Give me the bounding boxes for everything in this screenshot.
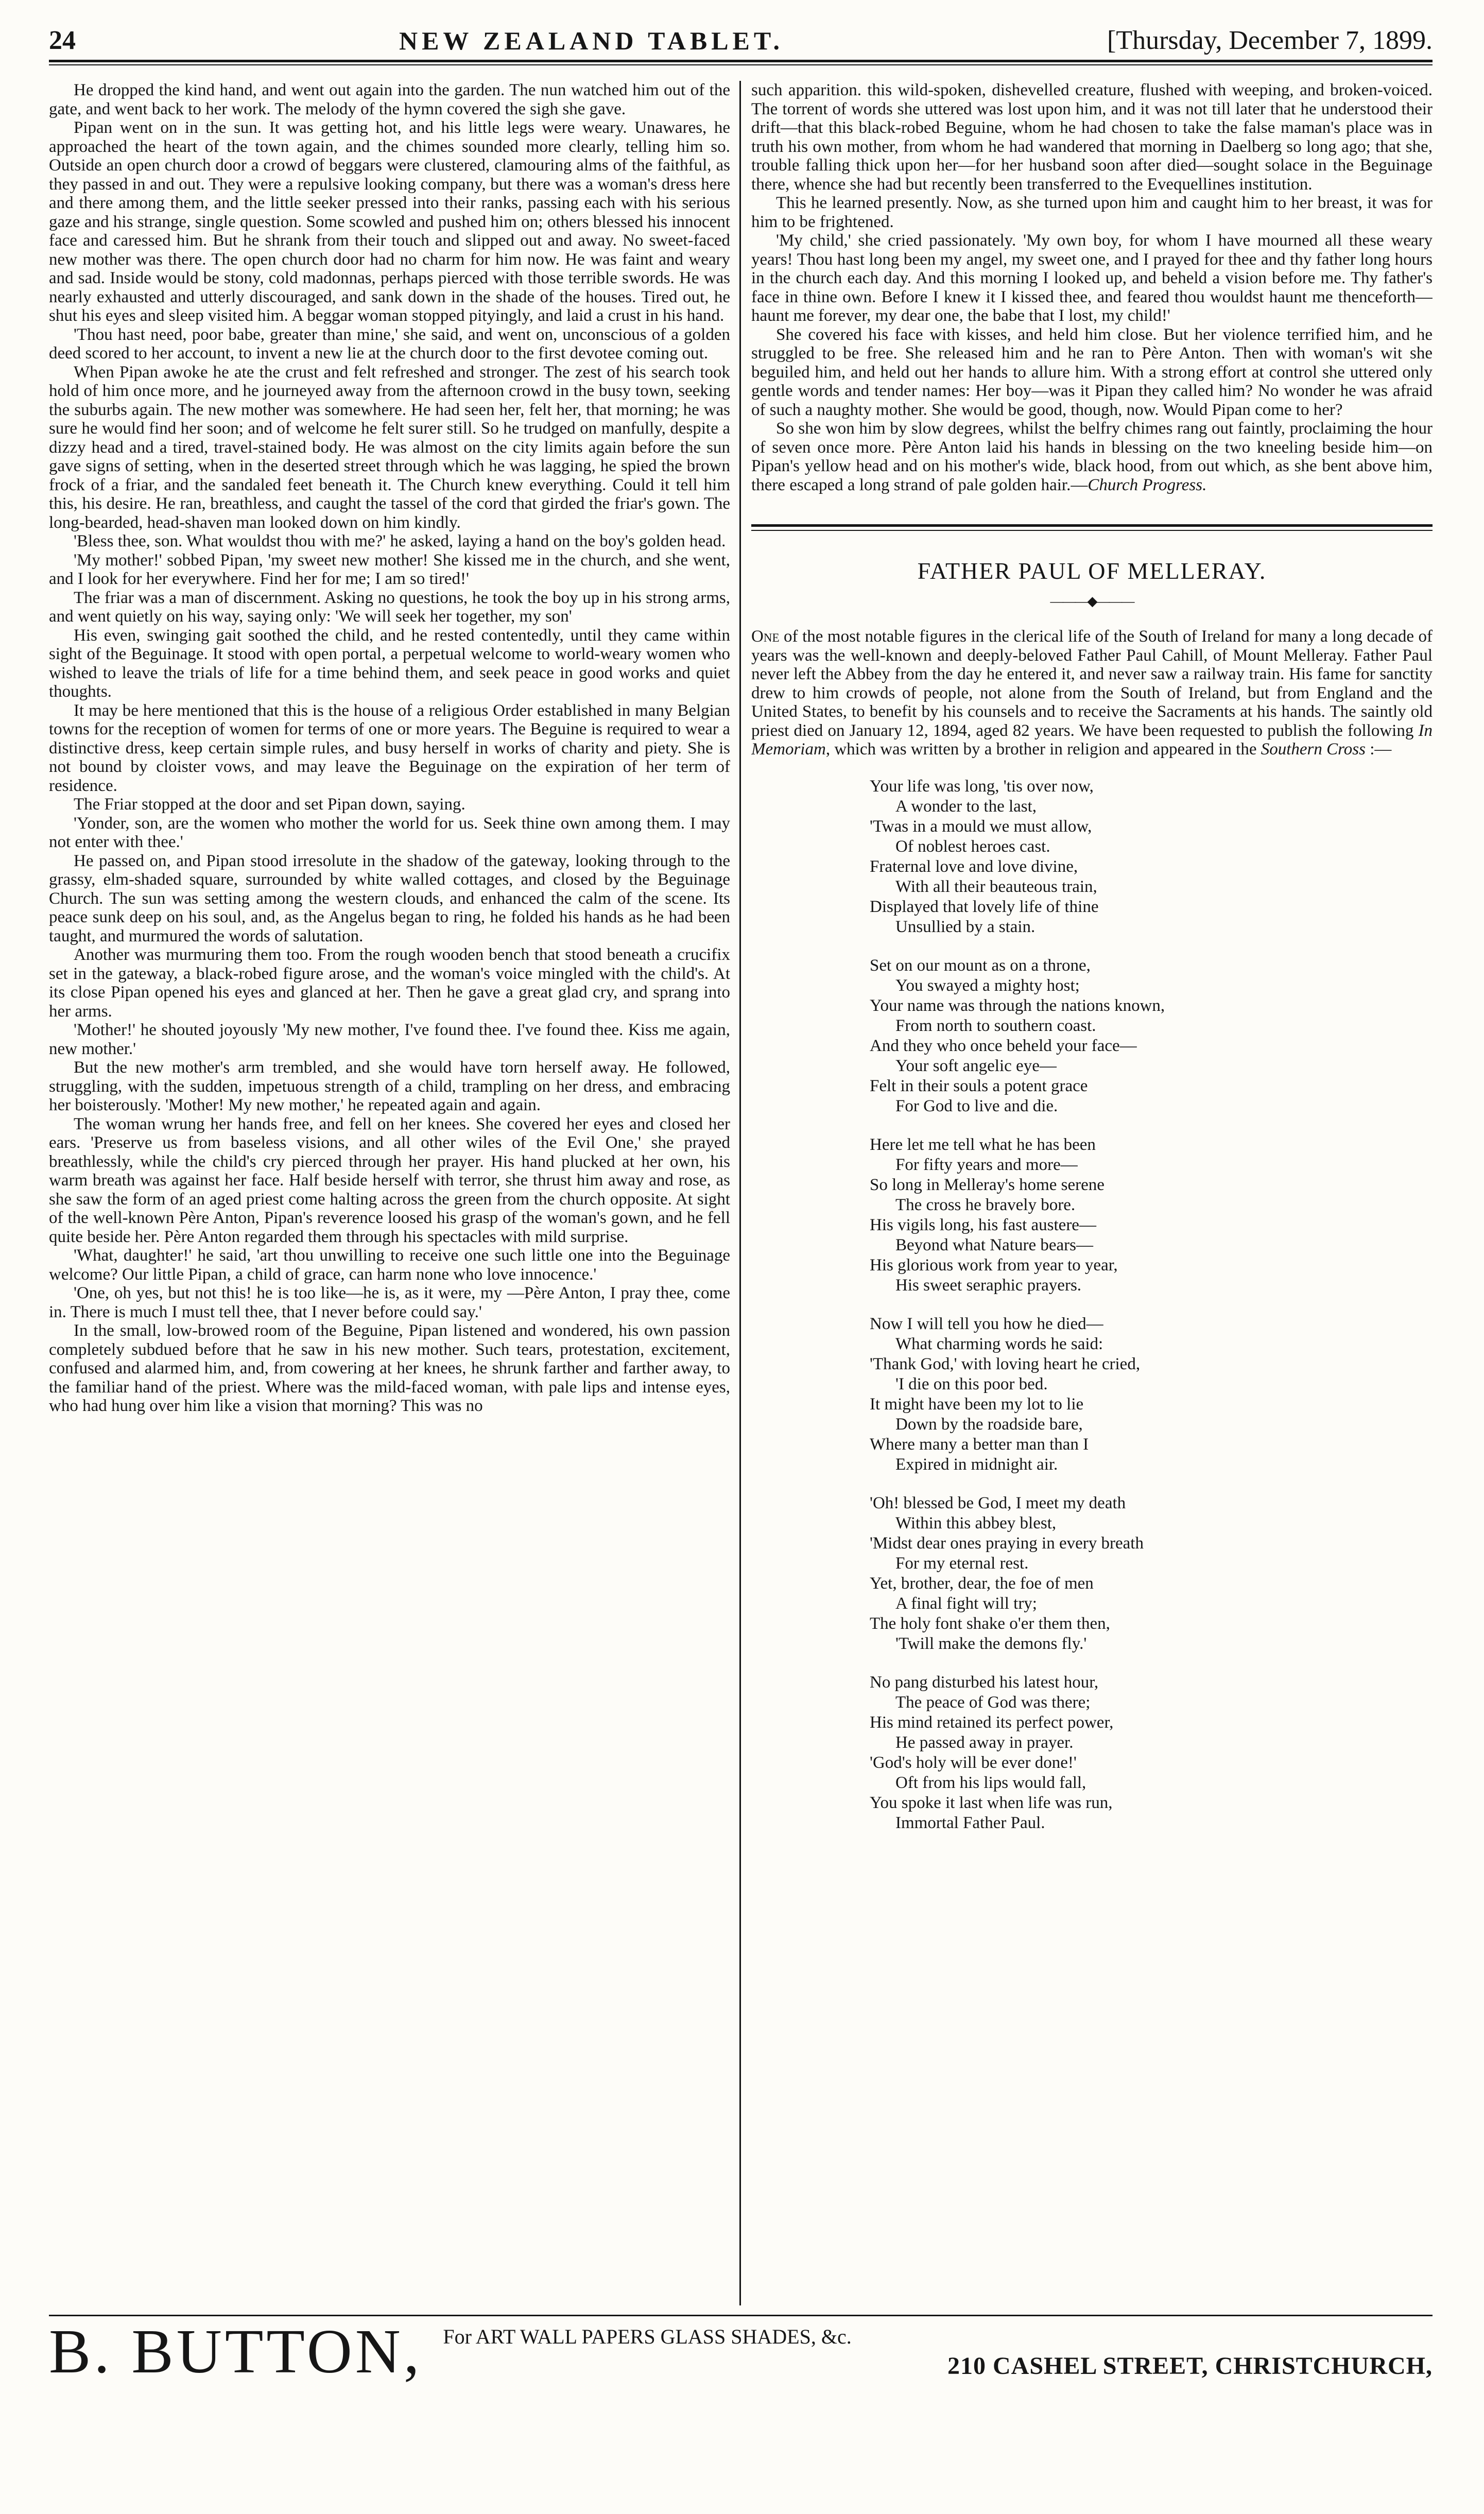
right-column	[751, 81, 1433, 2305]
poem-line: 'Twill make the demons fly.'	[895, 1634, 1087, 1653]
poem-line: Your name was through the nations known,	[870, 996, 1165, 1015]
poem-line: For God to live and die.	[895, 1096, 1058, 1115]
poem-line: His glorious work from year to year,	[870, 1255, 1118, 1275]
poem-line: 'Twas in a mould we must allow,	[870, 817, 1092, 836]
poem-line: 'Thank God,' with loving heart he cried,	[870, 1354, 1141, 1373]
poem-line: A wonder to the last,	[895, 797, 1037, 816]
section-rule-thin	[751, 530, 1433, 531]
poem-stanza	[870, 1135, 1433, 1296]
right-paragraph: This he learned presently. Now, as she turned upon him and caught him to her breast, it was for him to be frightened.	[751, 194, 1433, 231]
poem-line: What charming words he said:	[895, 1334, 1103, 1353]
poem-line: Where many a better man than I	[870, 1435, 1089, 1454]
poem-line: 'Oh! blessed be God, I meet my death	[870, 1493, 1126, 1512]
left-paragraph: Another was murmuring them too. From the rough wooden bench that stood beneath a crucifix set in the gateway, a black-robed figure arose, and the woman's voice mingled with the child's. At its close Pipan opened his eyes and glanced at her. Then he gave a great glad cry, and sprang into her arms.	[49, 945, 730, 1021]
poem-line: Here let me tell what he has been	[870, 1135, 1096, 1154]
intro-italic-1: In Memoriam	[751, 721, 1433, 759]
left-paragraph: 'Yonder, son, are the women who mother the world for us. Seek thine own among them. I may not enter with thee.'	[49, 814, 730, 851]
masthead-title: NEW ZEALAND TABLET.	[399, 26, 784, 55]
right-paragraph	[751, 419, 1433, 494]
poem-line: Your soft angelic eye—	[895, 1056, 1057, 1075]
right-paragraph: 'My child,' she cried passionately. 'My own boy, for whom I have mourned all these weary years! Thou hast long been my angel, my sweet one, and I prayed for thee and thy father long hours in the church each day. And this morning I looked up, and beheld a vision before me. Thy father's face in thine own. Before I knew it I kissed thee, and feared thou wouldst haunt me thenceforth—haunt me forever, my dear one, the babe that I lost, my child!'	[751, 231, 1433, 325]
advert-line-1: For ART WALL PAPERS GLASS SHADES, &c.	[443, 2325, 852, 2348]
page-header	[49, 18, 1433, 56]
poem-line: It might have been my lot to lie	[870, 1394, 1084, 1414]
issue-date: [Thursday, December 7, 1899.	[1107, 26, 1433, 55]
footer-rule	[49, 2315, 1433, 2316]
poem-line: For my eternal rest.	[895, 1554, 1029, 1573]
poem-line: 'I die on this poor bed.	[895, 1374, 1048, 1393]
poem-line: No pang disturbed his latest hour,	[870, 1673, 1099, 1692]
intro-first-word: One	[751, 627, 780, 646]
right-paragraph-text: So she won him by slow degrees, whilst the belfry chimes rang out faintly, proclaiming the hour of seven once more. Père Anton laid his hands in blessing on the two kneeling beside him—on Pipan's yellow head and on his mother's wide, black hood, from out which, as she bent above him, there escaped a long strand of pale golden hair.—	[751, 419, 1433, 494]
intro-text-3: :—	[1365, 740, 1392, 759]
advert-text	[443, 2324, 1433, 2380]
poem-line: His vigils long, his fast austere—	[870, 1215, 1096, 1234]
poem-line: Expired in midnight air.	[895, 1455, 1058, 1474]
left-paragraph: It may be here mentioned that this is the house of a religious Order established in many Belgian towns for the reception of women for terms of one or more years. The Beguine is required to wear a distinctive dress, keep certain simple rules, and busy herself in works of charity and piety. She is not bound by cloister vows, and may leave the Beguinage on the expiration of her term of residence.	[49, 701, 730, 795]
section-rule	[751, 524, 1433, 527]
page-number: 24	[49, 26, 76, 55]
left-paragraph: 'Thou hast need, poor babe, greater than mine,' she said, and went on, unconscious of a golden deed scored to her account, to invent a new lie at the church door to the first devotee coming out.	[49, 325, 730, 363]
poem-line: The holy font shake o'er them then,	[870, 1614, 1110, 1633]
advert-address: 210 CASHEL STREET, CHRISTCHURCH,	[947, 2352, 1433, 2380]
intro-text-1: of the most notable figures in the clerical life of the South of Ireland for many a long decade of years was the well-known and deeply-beloved Father Paul Cahill, of Mount Melleray. Father Paul never left the Abbey from the day he entered it, and never saw a railway train. His fame for sanctity drew to him crowds of people, not alone from the South of Ireland, but from England and the United States, to benefit by his counsels and to receive the Sacraments at his hands. The saintly old priest died on January 12, 1894, aged 82 years. We have been requested to publish the following	[751, 627, 1433, 740]
poem-line: 'God's holy will be ever done!'	[870, 1753, 1077, 1772]
right-paragraph: She covered his face with kisses, and held him close. But her violence terrified him, and he struggled to be free. She released him and he ran to Père Anton. Then with woman's wit she beguiled him, and held out her hands to allure him. With a strong effort at control she uttered only gentle words and tender names: Her boy—was it Pipan they called him? No wonder he was afraid of such a naughty mother. She would be good, though, now. Would Pipan come to her?	[751, 325, 1433, 419]
poem-stanza	[870, 1314, 1433, 1475]
poem-line: Felt in their souls a potent grace	[870, 1076, 1088, 1095]
poem-stanza	[870, 777, 1433, 937]
left-paragraph: In the small, low-browed room of the Beguine, Pipan listened and wondered, his own passion completely subdued before that he saw in his new mother. Such tears, protestation, excitement, confused and alarmed him, and, from cowering at her knees, he shrunk farther and farther away, to the familiar hand of the priest. Where was the mild-faced woman, with pale lips and intense eyes, who had hung over him like a vision that morning? This was no	[49, 1321, 730, 1415]
left-paragraph: He passed on, and Pipan stood irresolute in the shadow of the gateway, looking through to the grassy, elm-shaded square, surrounded by white walled cottages, and closed by the Beguinage Church. The sun was setting among the western clouds, and enhanced the calm of the scene. Its peace sunk deep on his soul, and, as the Angelus began to ring, he folded his hands as he had been taught, and murmured the words of salutation.	[49, 851, 730, 945]
header-rule-thin	[49, 64, 1433, 65]
poem-line: Of noblest heroes cast.	[895, 837, 1050, 856]
intro-italic-2: Southern Cross	[1261, 740, 1366, 759]
poem-line: For fifty years and more—	[895, 1155, 1078, 1174]
poem-line: Unsullied by a stain.	[895, 917, 1036, 936]
poem-line: The peace of God was there;	[895, 1693, 1091, 1712]
columns	[49, 81, 1433, 2305]
source-credit: Church Progress.	[1088, 475, 1207, 494]
poem-line: Your life was long, 'tis over now,	[870, 777, 1094, 796]
left-paragraph: The Friar stopped at the door and set Pipan down, saying.	[74, 795, 465, 814]
poem-line: You spoke it last when life was run,	[870, 1793, 1113, 1812]
left-paragraph: He dropped the kind hand, and went out again into the garden. The nun watched him out of the gate, and went back to her work. The melody of the hymn covered the sigh she gave.	[49, 81, 730, 118]
poem-line: Beyond what Nature bears—	[895, 1235, 1093, 1254]
article-heading: FATHER PAUL OF MELLERAY.	[917, 558, 1267, 584]
advertiser-name: B. BUTTON,	[49, 2317, 423, 2386]
header-rule	[49, 60, 1433, 62]
poem-stanza	[870, 1493, 1433, 1654]
poem-line: Fraternal love and love divine,	[870, 857, 1078, 876]
poem-line: Oft from his lips would fall,	[895, 1773, 1086, 1792]
left-paragraph: 'One, oh yes, but not this! he is too like—he is, as it were, my —Père Anton, I pray thee, come in. There is much I must tell thee, that I never before could say.'	[49, 1284, 730, 1321]
left-paragraph: Pipan went on in the sun. It was getting hot, and his little legs were weary. Unawares, he approached the heart of the town again, and the chimes sounded more clearly, telling him so. Outside an open church door a crowd of beggars were clustered, clamouring alms of the faithful, as they passed in and out. They were a repulsive looking company, but there was a woman's dress here and there among them, and the little seeker pressed into their ranks, passing each with his serious gaze and his strange, single question. Some scowled and pushed him on; others blessed his innocent face and caressed him. But he shrank from their touch and slipped out and away. No sweet-faced new mother was there. The open church door had no charm for him now. He was faint and weary and sad. Inside would be stony, cold madonnas, perhaps pierced with those terrible swords. He was nearly exhausted and utterly discouraged, and sank down in the shade of the houses. Tired out, he shut his eyes and sleep visited him. A beggar woman stopped pityingly, and laid a crust in his hand.	[49, 118, 730, 325]
poem-line: Within this abbey blest,	[895, 1513, 1057, 1532]
poem-line: Yet, brother, dear, the foe of men	[870, 1574, 1094, 1593]
right-paragraph: such apparition. this wild-spoken, dishevelled creature, flushed with weeping, and broken-voiced. The torrent of words she uttered was lost upon him, and it was not till later that he understood their drift—that this black-robed Beguine, whom he had chosen to take the false maman's place was in truth his own mother, from whom he had wandered that morning in Daelberg so long ago; that she, trouble falling thick upon her—for her husband soon after died—sought solace in the Beguinage there, whence she had but recently been transferred to the Evequellines institution.	[751, 81, 1433, 194]
left-column	[49, 81, 730, 2305]
heading-ornament: ———◆———	[1050, 593, 1134, 609]
poem-line: Immortal Father Paul.	[895, 1813, 1045, 1832]
poem	[870, 777, 1433, 1833]
left-paragraph: When Pipan awoke he ate the crust and felt refreshed and stronger. The zest of his search took hold of him once more, and he journeyed away from the afternoon crowd in the busy town, seeking the suburbs again. The new mother was somewhere. He had seen her, felt her, that morning; he was sure he would find her soon; and of welcome he felt surer still. So he trudged on manfully, despite a dizzy head and a tired, travel-stained body. He was almost on the city limits again before the sun gave signs of setting, when in the deserted street through which he was lagging, he spied the brown frock of a friar, and the sandaled feet beneath it. The Church knew everything. Could it tell him this, his desire. He ran, breathless, and caught the tassel of the cord that girded the friar's gown. The long-bearded, head-shaven man looked down on him kindly.	[49, 363, 730, 532]
poem-line: He passed away in prayer.	[895, 1733, 1074, 1752]
left-paragraph: 'My mother!' sobbed Pipan, 'my sweet new mother! She kissed me in the church, and she went, and I look for her everywhere. Find her for me; I am so tired!'	[49, 550, 730, 588]
poem-line: His mind retained its perfect power,	[870, 1713, 1114, 1732]
article-intro	[751, 627, 1433, 759]
intro-text-2: , which was written by a brother in religion and appeared in the	[825, 740, 1261, 759]
poem-line: You swayed a mighty host;	[895, 976, 1080, 995]
poem-line: His sweet seraphic prayers.	[895, 1276, 1082, 1295]
poem-line: Displayed that lovely life of thine	[870, 897, 1099, 916]
left-paragraph: But the new mother's arm trembled, and she would have torn herself away. He followed, struggling, with the sudden, impetuous strength of a child, trampling on her dress, and embracing her boisterously. 'Mother! My new mother,' he repeated again and again.	[49, 1058, 730, 1114]
poem-line: From north to southern coast.	[895, 1016, 1096, 1035]
advertisement	[49, 2317, 1433, 2386]
poem-stanza	[870, 1673, 1433, 1833]
poem-line: Now I will tell you how he died—	[870, 1314, 1103, 1333]
left-paragraph: His even, swinging gait soothed the child, and he rested contentedly, until they came within sight of the Beguinage. It stood with open portal, a perpetual welcome to world-weary women who wished to leave the trials of life for a time behind them, and seek peace in good works and quiet thoughts.	[49, 626, 730, 701]
poem-line: The cross he bravely bore.	[895, 1195, 1076, 1214]
poem-line: 'Midst dear ones praying in every breath	[870, 1534, 1144, 1553]
left-paragraph: 'Mother!' he shouted joyously 'My new mother, I've found thee. I've found thee. Kiss me again, new mother.'	[49, 1021, 730, 1058]
poem-line: With all their beauteous train,	[895, 877, 1097, 896]
left-paragraph: 'What, daughter!' he said, 'art thou unwilling to receive one such little one into the Beguinage welcome? Our little Pipan, a child of grace, can harm none who love innocence.'	[49, 1246, 730, 1284]
poem-line: Set on our mount as on a throne,	[870, 956, 1091, 975]
left-paragraph: The friar was a man of discernment. Asking no questions, he took the boy up in his strong arms, and went quietly on his way, saying only: 'We will seek her together, my son'	[49, 588, 730, 626]
left-paragraph: 'Bless thee, son. What wouldst thou with me?' he asked, laying a hand on the boy's golden head.	[74, 532, 726, 550]
column-divider	[739, 81, 741, 2305]
poem-line: A final fight will try;	[895, 1594, 1037, 1613]
poem-line: And they who once beheld your face—	[870, 1036, 1137, 1055]
poem-line: So long in Melleray's home serene	[870, 1175, 1105, 1194]
poem-stanza	[870, 956, 1433, 1116]
poem-line: Down by the roadside bare,	[895, 1415, 1083, 1434]
left-paragraph: The woman wrung her hands free, and fell on her knees. She covered her eyes and closed her ears. 'Preserve us from baseless visions, and all other wiles of the Evil One,' she prayed breathlessly, while the child's cry pierced through her prayer. His hand plucked at her own, his warm breath was against her face. Half beside herself with terror, she thrust him away and rose, as she saw the form of an aged priest come halting across the green from the church opposite. At sight of the well-known Père Anton, Pipan's reverence loosed his grasp of the woman's gown, and he fell quite beside her. Père Anton regarded them through his spectacles with mild surprise.	[49, 1114, 730, 1246]
